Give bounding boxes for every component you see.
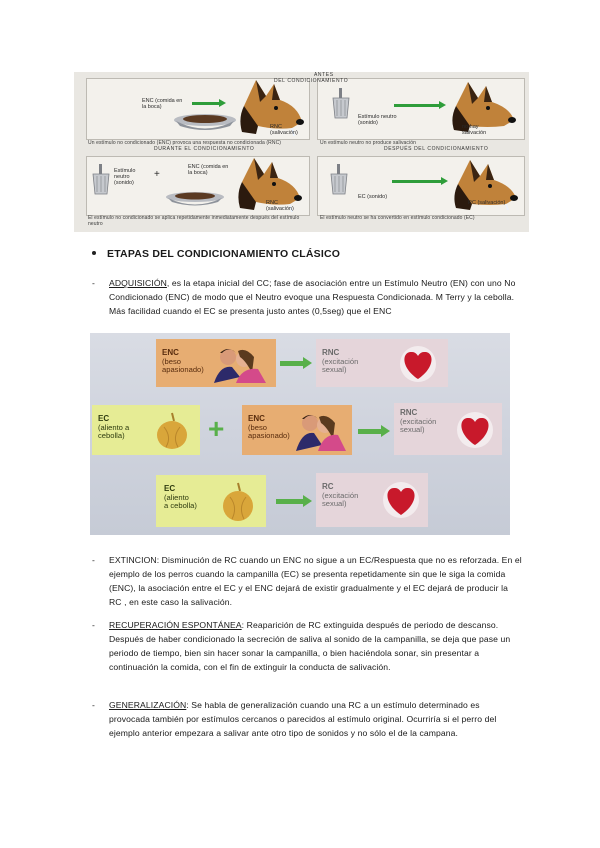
ec-sub1: (aliento a [98,422,130,432]
neutral-label: Estímulo neutro (sonido) [358,114,397,126]
rnc-sub1: (excitación [322,356,359,366]
ec-label: EC (sonido) [358,194,388,200]
neutral-label-2: Estímulo neutro (sonido) [114,168,136,186]
enc-box [242,405,352,455]
enc-sub1: (beso [162,356,181,366]
list-dash: - [92,700,95,710]
caption-bottom-right: El estímulo neutro se ha convertido en estímulo condicionado (EC) [320,215,475,221]
arrow-green [280,361,304,366]
pavlov-diagram-photo [74,72,529,232]
kissing-couple-icon [208,343,272,385]
enc-title: ENC [162,348,179,357]
bell-icon [330,88,352,124]
rc-label: RC (salivación) [468,200,506,206]
rnc-sub1: (excitación [400,416,437,426]
enc-sub2: apasionado) [162,365,204,375]
onion-icon [218,481,258,523]
paragraph-extincion [92,553,522,609]
heart-icon [452,409,498,451]
onion-kiss-diagram-photo [90,333,510,535]
enc-title: ENC [248,414,265,423]
list-dash: - [92,555,95,565]
text-recuperacion: : Reaparición de RC extinguida después de periodo de descanso. Después de haber condicionado la secreción de saliva al sonido de la campanilla, se deja que pase un periodo de tiempo, bien sin hacer sonar la campanilla, o bien haciéndola sonar, sin presentar a continuación la comida, con el fin de extinguir la conducta de salivación. [109,620,511,672]
text-extincion: EXTINCION: Disminución de RC cuando un ENC no sigue a un EC/Respuesta que no es reforzada. En el ejemplo de los perros cuando la campanilla (EC) se presenta repetidamente sin que le siga la comida (ENC), la asociación entre el EC y el ENC dejará de existir gradualmente y el EC dejará de producir la RC , en este caso la salivación. [109,555,522,607]
plus-sign: + [208,413,225,444]
enc-box [156,339,276,387]
text-adquisicion-extra: Más facilidad cuando el EC se presenta justo antes (0,5seg) que el ENC [109,306,392,316]
rnc-label-2: RNC (salivación) [266,200,294,212]
rc-box [316,473,428,527]
heading-text: ETAPAS DEL CONDICIONAMIENTO CLÁSICO [107,248,341,260]
bell-icon [90,164,112,200]
paragraph-adquisicion [92,276,522,318]
list-dash: - [92,278,95,288]
onion-icon [152,411,192,451]
text-generalizacion: : Se habla de generalización cuando una RC a un estímulo determinado es provocada también por estímulos cercanos o parecidos al estímulo original. Ocurriría si el perro del ejemplo anterior empezara a salivar ante otro tipo de sonidos y no sólo el de la campana. [109,700,497,738]
ec-box [156,475,266,527]
text-adquisicion: , es la etapa inicial del CC; fase de asociación entre un Estímulo Neutro (EN) con uno No Condicionado (ENC) de modo que el Neutro evoque una Respuesta Condicionada. M Terry y la cebolla. [109,278,516,302]
header-after: DESPUÉS DEL CONDICIONAMIENTO [384,146,489,152]
arrow-green [192,102,220,105]
enc-sub2: apasionado) [248,431,290,441]
section-heading [92,248,340,260]
paragraph-recuperacion [92,618,522,674]
ec-box [92,405,200,455]
rnc-label: RNC (salivación) [270,124,298,136]
ec-sub2: cebolla) [98,431,125,441]
plus-sign: + [154,169,160,180]
ec-title: EC [164,484,176,493]
ec-title: EC [98,414,110,423]
rnc-title: RNC [400,408,418,417]
arrow-green [392,180,442,183]
caption-right: Un estímulo neutro no produce salivación [320,140,416,146]
enc-food-label-2: ENC (comida en la boca) [188,164,229,176]
header-before: ANTES [314,72,334,78]
arrow-green [358,429,382,434]
arrow-green [394,104,440,107]
bell-icon [328,164,350,200]
term-adquisicion: ADQUISICIÓN [109,278,167,288]
rnc-sub2: sexual) [322,365,347,375]
enc-sub1: (beso [248,422,267,432]
no-saliva-label: no hay salivación [462,124,487,136]
header-during: DURANTE EL CONDICIONAMIENTO [154,146,255,152]
arrow-green [276,499,304,504]
bullet-icon [92,251,96,255]
rnc-title: RNC [322,348,340,357]
paragraph-generalizacion [92,698,522,740]
food-bowl-icon [172,112,238,130]
food-bowl-icon [164,190,226,206]
rnc-box [316,339,448,387]
ec-sub2: a cebolla) [164,501,197,511]
rc-sub1: (excitación [322,490,359,500]
rnc-sub2: sexual) [400,425,425,435]
caption-bottom-left: El estímulo no condicionado se aplica repetidamente inmediatamente después del estímulo neutro [88,215,300,227]
rnc-box [394,403,502,455]
term-generalizacion: GENERALIZACIÓN [109,700,187,710]
caption-left: Un estímulo no condicionado (ENC) provoca una respuesta no condicionada (RNC) [88,140,282,146]
ec-sub1: (aliento [164,492,189,502]
heart-icon [394,343,442,385]
kissing-couple-icon [292,409,350,453]
rc-title: RC [322,482,334,491]
heart-icon [378,479,424,521]
list-dash: - [92,620,95,630]
header-before-2: DEL CONDICIONAMIENTO [274,78,349,84]
rc-sub2: sexual) [322,499,347,509]
enc-food-label: ENC (comida en la boca) [142,98,183,110]
term-recuperacion: RECUPERACIÓN ESPONTÁNEA [109,620,242,630]
